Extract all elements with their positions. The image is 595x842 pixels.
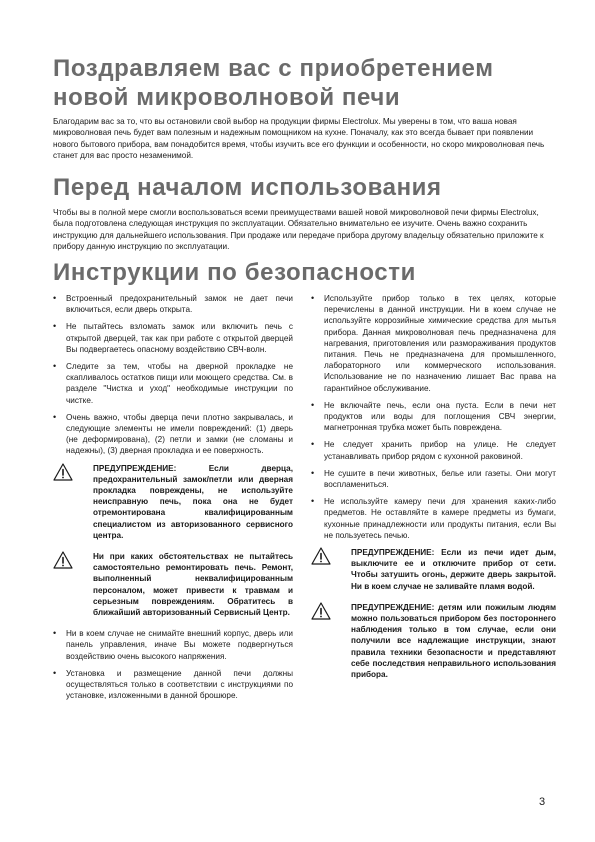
list-item: • Используйте прибор только в тех целях, которые перечислены в данной инструкции. Ни в коем случае не используйте коррозийные химические средства для мытья прибора. Данная микроволновая печь предназначена для нагревания, приготовления или размораживания продуктов питания. Печь не предназначена для промышленного, лабораторного или коммерческого использования. Использование не по назначению лишает Вас права на гарантийное обслуживание.	[311, 293, 556, 393]
warning-text: ПРЕДУПРЕЖДЕНИЕ: детям или пожилым людям можно пользоваться прибором без постороннего наблюдения только в том случае, если они получили все надлежащие инструкции, знают правила техники безопасности и представляют себе последствия неправильного использования прибора.	[351, 602, 556, 680]
left-bullet-list-b	[53, 628, 293, 701]
warning-triangle-icon	[311, 602, 331, 620]
heading-congrats	[53, 54, 563, 112]
left-column	[53, 293, 293, 708]
heading-before-use: Перед началом использования	[53, 174, 442, 201]
list-item: • Не используйте камеру печи для хранения каких-либо предметов. Не оставляйте в камере предметы из бумаги, кухонные принадлежности или продукты питания, если Вы не пользуетесь печью.	[311, 496, 556, 540]
warning-block	[53, 463, 293, 541]
warning-text: ПРЕДУПРЕЖДЕНИЕ: Если дверца, предохранительный замок/петли или дверная прокладка повреждены, не используйте неисправную печь, пока она не будет отремонтирована квалифицированным специалистом из авторизованного сервисного центра.	[93, 463, 293, 540]
left-bullet-list-a	[53, 293, 293, 457]
warning-triangle-icon	[311, 547, 331, 565]
warning-triangle-icon	[53, 551, 73, 569]
warning-block	[311, 547, 556, 592]
list-item: • Не включайте печь, если она пуста. Если в печи нет продуктов или воды для поглощения СВЧ энергии, магнетронная трубка может быть повреждена.	[311, 399, 556, 433]
heading-congrats-line2: новой микроволновой печи	[53, 84, 401, 111]
warning-text: ПРЕДУПРЕЖДЕНИЕ: Если из печи идет дым, выключите ее и отключите прибор от сети. Чтобы затушить огонь, держите дверь закрытой. Ни в коем случае не заливайте пламя водой.	[351, 548, 556, 591]
warning-text: Ни при каких обстоятельствах не пытайтесь самостоятельно ремонтировать печь. Ремонт, выполненный неквалифицированным персоналом, может привести к травмам и серьезным повреждениям. Обратитесь в ближайший авторизованный Сервисный Центр.	[93, 552, 293, 618]
right-column	[311, 293, 556, 690]
before-use-paragraph: Чтобы вы в полной мере смогли воспользоваться всеми преимуществами вашей новой микроволновой печи фирмы Electrolux, была подготовлена следующая инструкция по эксплуатации. Обязательно внимательно ее изучите. Очень важно сохранить инструкцию для дальнейшего использования. При продаже или передаче прибора другому владельцу обязательно приложите к прибору данную инструкцию по эксплуатации.	[53, 208, 544, 251]
list-item: • Встроенный предохранительный замок не дает печи включиться, если дверь открыта.	[53, 293, 293, 315]
page-number: 3	[539, 796, 546, 808]
intro-paragraph: Благодарим вас за то, что вы остановили свой выбор на продукции фирмы Electrolux. Мы уверены в том, что ваша новая микроволновая печь будет вам полезным и надежным помощником на кухне. Поначалу, как это всегда бывает при появлении нового бытового прибора, вам понадобится время, чтобы изучить все его функции и особенности, но скоро микроволновая печь станет для вас просто незаменимой.	[53, 117, 545, 160]
list-item: • Следите за тем, чтобы на дверной прокладке не скапливалось остатков пищи или моющего средства. См. в разделе "Чистка и уход" необходимые инструкции по чистке.	[53, 361, 293, 405]
list-item: • Ни в коем случае не снимайте внешний корпус, дверь или панель управления, иначе Вы можете подвергнуться воздействию очень высокого напряжения.	[53, 628, 293, 661]
list-item: • Не следует хранить прибор на улице. Не следует устанавливать прибор рядом с кухонной раковиной.	[311, 439, 556, 461]
right-bullet-list	[311, 293, 556, 541]
warning-block	[53, 551, 293, 618]
warning-block	[311, 602, 556, 680]
list-item: • Не сушите в печи животных, белье или газеты. Они могут воспламениться.	[311, 467, 556, 490]
list-item: • Установка и размещение данной печи должны осуществляться только в соответствии с инструкциями по установке, изложенными в данной брошюре.	[53, 667, 293, 701]
list-item: • Очень важно, чтобы дверца печи плотно закрывалась, и следующие элементы не имели повреждений: (1) дверь (не деформирована), (2) петли и замки (не сломаны и надежны), (3) дверная прокладка и ее поверхность.	[53, 411, 293, 456]
warning-triangle-icon	[53, 463, 73, 481]
list-item: • Не пытайтесь взломать замок или включить печь с открытой дверцей, так как при работе с открытой дверцей Вы подвергаетесь опасному воздействию СВЧ-волн.	[53, 321, 293, 354]
heading-safety: Инструкции по безопасности	[53, 259, 416, 286]
heading-congrats-line1: Поздравляем вас с приобретением	[53, 55, 494, 82]
